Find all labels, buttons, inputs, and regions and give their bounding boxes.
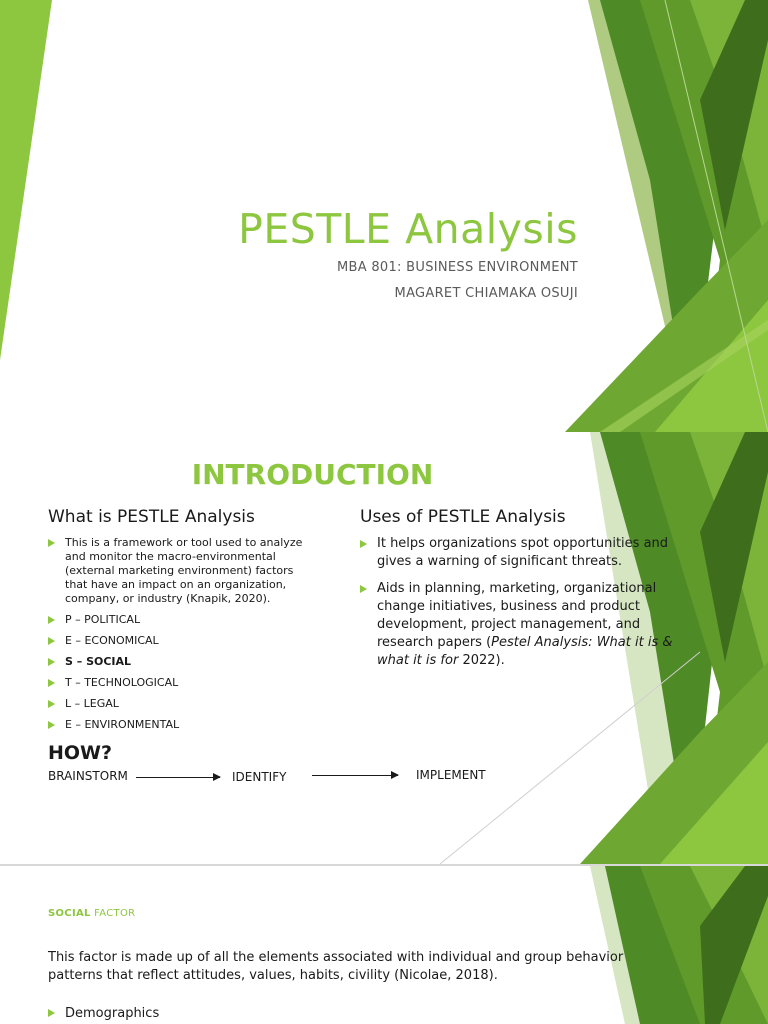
list-item: L – LEGAL [48, 697, 303, 711]
list-item: It helps organizations spot opportunities and gives a warning of significant threats. [360, 535, 675, 571]
author-name: MAGARET CHIAMAKA OSUJI [394, 286, 578, 301]
slide-heading [48, 908, 135, 919]
heading-rest: FACTOR [90, 908, 136, 919]
list-item: This is a framework or tool used to analyze and monitor the macro-environmental (external marketing environment) factors that have an impact on an organization, company, or industry (Knapik, 2020). [48, 536, 303, 606]
section-heading: INTRODUCTION [191, 458, 434, 491]
heading-keyword: SOCIAL [48, 908, 91, 919]
right-column-heading: Uses of PESTLE Analysis [360, 507, 566, 527]
definition-list [48, 536, 303, 739]
citation-year: 2022). [458, 653, 505, 668]
list-item [360, 580, 675, 670]
factor-list [48, 1005, 159, 1023]
list-item: T – TECHNOLOGICAL [48, 676, 303, 690]
title-slide [0, 0, 768, 432]
introduction-slide [0, 432, 768, 864]
decorative-green-shapes [0, 866, 768, 1024]
course-subtitle: MBA 801: BUSINESS ENVIRONMENT [336, 260, 578, 275]
slide-title: PESTLE Analysis [238, 205, 578, 253]
how-heading: HOW? [48, 742, 113, 764]
list-item: P – POLITICAL [48, 613, 303, 627]
citation-title: Pestel Analysis: What it is & what it is for [377, 635, 673, 668]
list-item: Demographics [48, 1005, 159, 1023]
list-item: E – ENVIRONMENTAL [48, 718, 303, 732]
body-text: This factor is made up of all the elements associated with individual and group behavior patterns that reflect attitudes, values, habits, civility (Nicolae, 2018). [48, 950, 624, 983]
list-item: E – ECONOMICAL [48, 634, 303, 648]
flow-arrow [136, 777, 220, 778]
flow-step-brainstorm: BRAINSTORM [48, 769, 128, 783]
social-factor-slide [0, 866, 768, 1024]
uses-list [360, 535, 675, 679]
list-item-text: Aids in planning, marketing, organizational change initiatives, business and product development, project management, and research papers ( [377, 581, 657, 650]
flow-arrow [312, 775, 398, 776]
flow-step-implement: IMPLEMENT [416, 768, 486, 782]
left-column-heading: What is PESTLE Analysis [48, 507, 255, 527]
flow-step-identify: IDENTIFY [232, 770, 287, 784]
list-item: S – SOCIAL [48, 655, 303, 669]
